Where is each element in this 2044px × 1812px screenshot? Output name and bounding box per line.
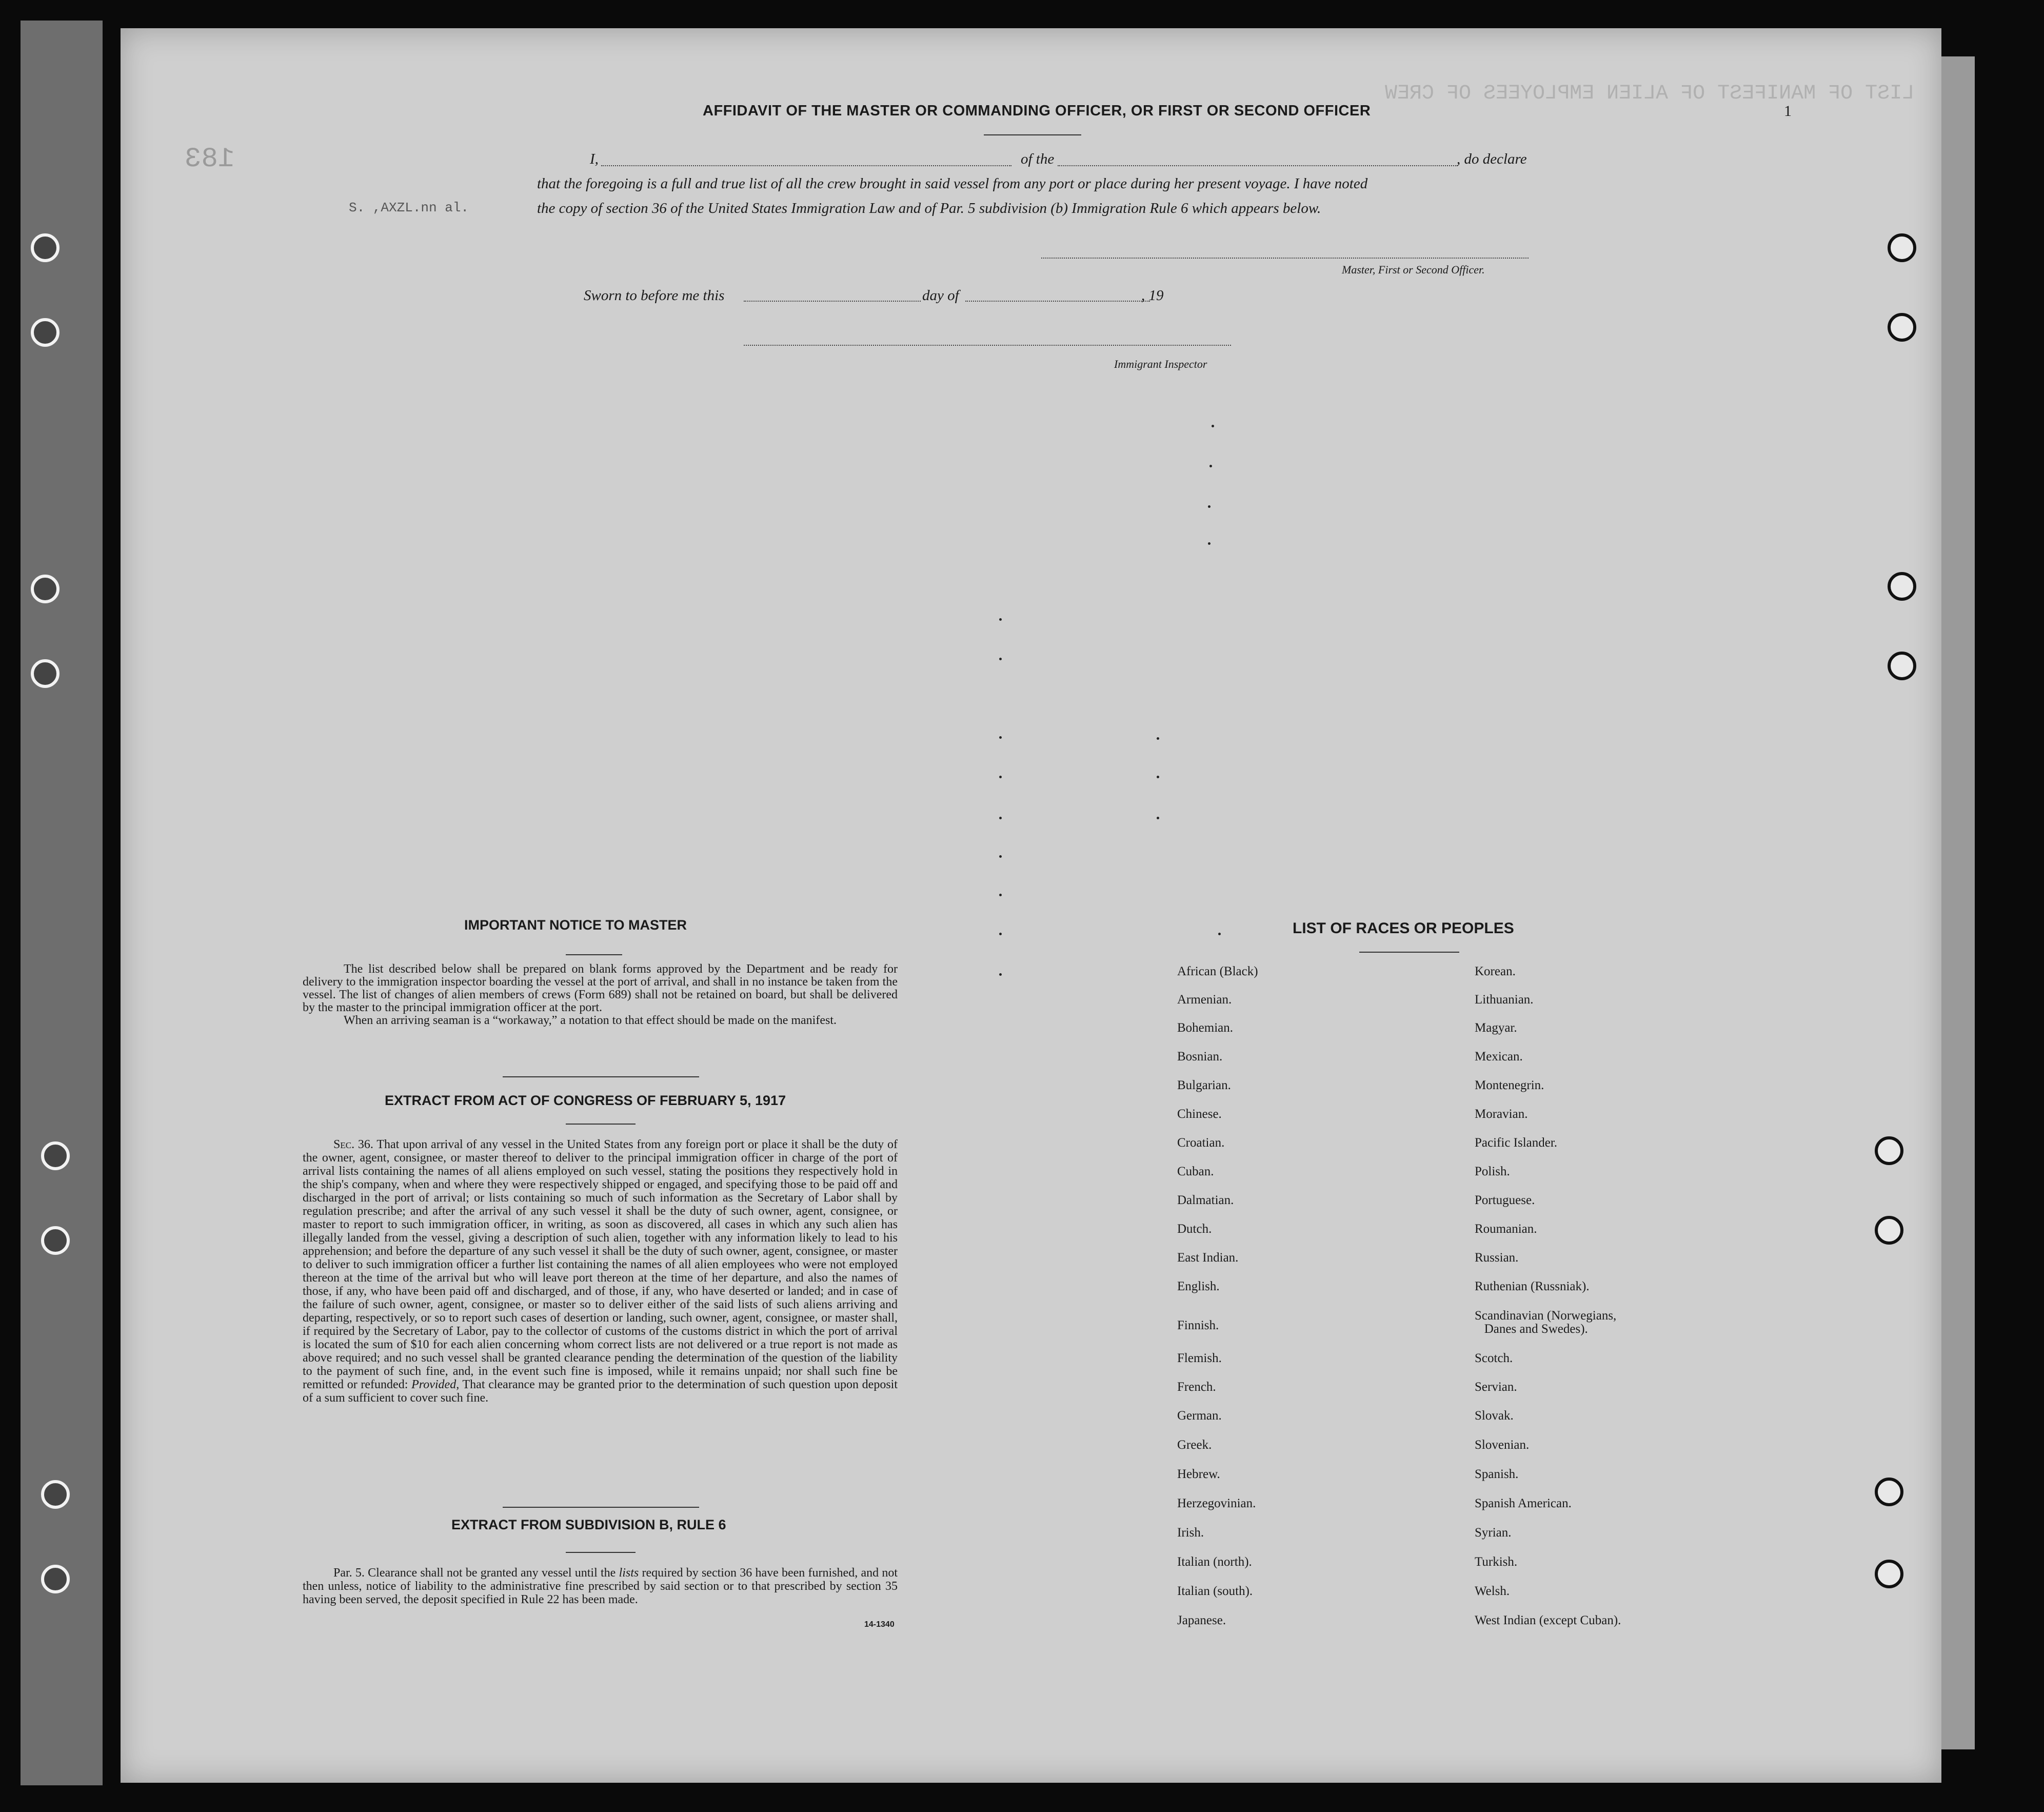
- race-item: Spanish.: [1475, 1467, 1519, 1481]
- bleed-through-text: S. ,AXZL.nn al.: [349, 200, 469, 215]
- race-item: Russian.: [1475, 1251, 1519, 1265]
- race-item: Bohemian.: [1177, 1021, 1234, 1035]
- race-item: German.: [1177, 1409, 1222, 1423]
- race-item: Cuban.: [1177, 1165, 1214, 1178]
- race-item: Spanish American.: [1475, 1496, 1572, 1510]
- extract-act-body: [303, 1138, 898, 1405]
- race-item: Japanese.: [1177, 1613, 1226, 1627]
- race-item: Irish.: [1177, 1526, 1204, 1540]
- stray-dot: [1157, 776, 1159, 778]
- section-divider: [503, 1507, 699, 1508]
- proviso-text: That clearance may be granted prior to the determination of such question upon deposit of a sum sufficient to cover such fine.: [303, 1378, 898, 1405]
- race-item: Scotch.: [1475, 1351, 1513, 1365]
- stray-dot: [999, 776, 1002, 778]
- race-item: Mexican.: [1475, 1050, 1523, 1063]
- races-title: LIST OF RACES OR PEOPLES: [1293, 920, 1514, 937]
- race-item: Bosnian.: [1177, 1050, 1223, 1063]
- notice-title: IMPORTANT NOTICE TO MASTER: [464, 917, 687, 933]
- race-item: Bulgarian.: [1177, 1078, 1231, 1092]
- stray-dot: [1218, 933, 1221, 935]
- stray-dot: [1208, 542, 1210, 545]
- bleed-through-number: 183: [185, 144, 235, 175]
- race-item: Dalmatian.: [1177, 1193, 1234, 1207]
- race-item: East Indian.: [1177, 1251, 1239, 1265]
- race-item: Polish.: [1475, 1165, 1510, 1178]
- title-underline: [984, 134, 1081, 135]
- race-item: Magyar.: [1475, 1021, 1517, 1035]
- stray-dot: [1208, 505, 1210, 508]
- race-item: Italian (south).: [1177, 1584, 1253, 1598]
- notice-paragraph-2: When an arriving seaman is a “workaway,” a notation to that effect should be made on the manifest.: [344, 1014, 837, 1027]
- race-item: West Indian (except Cuban).: [1475, 1613, 1621, 1627]
- stray-dot: [1212, 425, 1214, 427]
- section-36-text: That upon arrival of any vessel in the United States from any foreign port or place it shall be the duty of the owner, agent, consignee, or master thereof to deliver to the principal immigration officer in charge of the port of arrival lists containing the names of all aliens employed on such vessel, stating the positions they respectively hold in the ship's company, when and where they were respectively shipped or engaged, and specifying those to be paid off and discharged in the port of arrival; or lists containing so much of such information as the Secretary of Labor shall by regulation prescribe; and after the arrival of any such vessel it shall be the duty of such owner, agent, consignee, or master to report to such immigration officer, in writing, as soon as discovered, all cases in which any such alien has illegally landed from the vessel, giving a description of such alien, together with any information likely to lead to his apprehension; and before the departure of any such vessel it shall be the duty of such owner, agent, consignee, or master to deliver to such immigration officer a further list containing the names of all alien employees who were not employed thereon at the time of the arrival but who will leave port thereon at the time of her departure, and also the names of those, if any, who have been paid off and discharged, and of those, if any, who have deserted or landed; and in case of the failure of such owner, agent, consignee, or master so to deliver either of the said lists of such aliens arriving and departing, respectively, or so to report such cases of desertion or landing, such owner, agent, consignee, or master shall, if required by the Secretary of Labor, pay to the collector of customs of the customs district in which the port of arrival is located the sum of $10 for each alien concerning whom correct lists are not delivered or a true report is not made as above required; and no such vessel shall be granted clearance pending the determination of the question of the liability to the payment of such fine, and, in the event such fine is imposed, while it remains unpaid; nor shall such fine be remitted or refunded:: [303, 1138, 898, 1391]
- binder-hole: [1875, 1216, 1903, 1245]
- proviso-label: Provided,: [411, 1378, 460, 1391]
- race-item: Slovak.: [1475, 1409, 1514, 1423]
- binder-hole: [31, 233, 59, 262]
- race-item: Scandinavian (Norwegians, Danes and Swedes).: [1475, 1309, 1617, 1336]
- binder-hole: [1888, 572, 1916, 601]
- binder-strip: [21, 21, 103, 1785]
- race-item: Ruthenian (Russniak).: [1475, 1279, 1590, 1293]
- notice-underline: [566, 954, 622, 955]
- sworn-text-start: Sworn to before me this: [584, 287, 725, 304]
- notice-body: [303, 963, 898, 1027]
- extract-act-title: EXTRACT FROM ACT OF CONGRESS OF FEBRUARY 5, 1917: [385, 1093, 786, 1108]
- race-item: Roumanian.: [1475, 1222, 1537, 1236]
- race-item: Croatian.: [1177, 1136, 1225, 1150]
- race-item: French.: [1177, 1380, 1216, 1394]
- binder-hole: [31, 575, 59, 603]
- race-item: Moravian.: [1475, 1107, 1528, 1121]
- rule-text-italic: lists: [619, 1566, 639, 1580]
- binder-hole: [41, 1565, 70, 1593]
- inspector-signature-line[interactable]: [744, 345, 1231, 346]
- affidavit-line-3: the copy of section 36 of the United States Immigration Law and of Par. 5 subdivision (b) Immigration Rule 6 which appears below.: [537, 200, 1321, 216]
- rule-text-start: Par. 5. Clearance shall not be granted any vessel until the: [333, 1566, 616, 1580]
- race-item: Pacific Islander.: [1475, 1136, 1558, 1150]
- race-item: Welsh.: [1475, 1584, 1510, 1598]
- stray-dot: [1157, 737, 1159, 740]
- binder-hole: [41, 1480, 70, 1509]
- binder-hole: [1888, 233, 1916, 262]
- race-item: Flemish.: [1177, 1351, 1222, 1365]
- page-mark: 1: [1784, 103, 1792, 120]
- stray-dot: [999, 894, 1002, 896]
- race-item: Korean.: [1475, 964, 1516, 978]
- affidavit-line-1-mid: of the: [1021, 151, 1055, 167]
- vessel-blank[interactable]: [1058, 165, 1458, 166]
- section-label: Sec. 36.: [333, 1138, 373, 1151]
- race-item: Servian.: [1475, 1380, 1517, 1394]
- race-item: Slovenian.: [1475, 1438, 1530, 1452]
- affidavit-line-1-start: I,: [590, 151, 599, 167]
- stray-dot: [999, 855, 1002, 858]
- stray-dot: [999, 618, 1002, 621]
- binder-hole: [41, 1226, 70, 1255]
- stray-dot: [999, 973, 1002, 976]
- binder-hole: [1875, 1136, 1903, 1165]
- binder-hole: [31, 659, 59, 688]
- sworn-month-blank[interactable]: [965, 301, 1150, 302]
- race-item: Turkish.: [1475, 1555, 1518, 1569]
- sworn-day-blank[interactable]: [744, 301, 921, 302]
- race-item: Chinese.: [1177, 1107, 1222, 1121]
- binder-hole: [1875, 1478, 1903, 1506]
- race-item: African (Black): [1177, 964, 1258, 978]
- binder-hole: [1875, 1560, 1903, 1588]
- binder-hole: [1888, 313, 1916, 342]
- binder-hole: [41, 1141, 70, 1170]
- race-item: Hebrew.: [1177, 1467, 1220, 1481]
- stray-dot: [999, 736, 1002, 739]
- race-item: English.: [1177, 1279, 1220, 1293]
- race-item: Herzegovinian.: [1177, 1496, 1256, 1510]
- race-item: Greek.: [1177, 1438, 1212, 1452]
- inspector-caption: Immigrant Inspector: [1114, 358, 1207, 370]
- stray-dot: [999, 817, 1002, 819]
- extract-rule-underline: [566, 1552, 636, 1553]
- race-item: Italian (north).: [1177, 1555, 1252, 1569]
- stray-dot: [999, 658, 1002, 660]
- sworn-text-end: , 19: [1141, 287, 1164, 304]
- race-item: Armenian.: [1177, 993, 1232, 1007]
- form-number: 14-1340: [864, 1620, 895, 1629]
- document-page: [121, 28, 1941, 1783]
- stray-dot: [999, 933, 1002, 935]
- binder-hole: [31, 318, 59, 347]
- name-blank[interactable]: [601, 165, 1011, 166]
- race-item: Syrian.: [1475, 1526, 1512, 1540]
- master-signature-caption: Master, First or Second Officer.: [1342, 263, 1485, 276]
- section-divider: [503, 1076, 699, 1077]
- races-underline: [1359, 952, 1459, 953]
- bleed-through-heading: LIST OF MANIFEST OF ALIEN EMPLOYEES OF CREW: [1385, 82, 1915, 105]
- affidavit-line-2: that the foregoing is a full and true list of all the crew brought in said vessel from any port or place during her present voyage. I have noted: [537, 175, 1368, 192]
- extract-rule-body: [303, 1566, 898, 1606]
- race-item: Montenegrin.: [1475, 1078, 1544, 1092]
- sworn-text-mid: day of: [922, 287, 959, 304]
- stray-dot: [1209, 465, 1212, 467]
- race-item: Portuguese.: [1475, 1193, 1535, 1207]
- stray-dot: [1157, 817, 1159, 819]
- extract-act-underline: [566, 1124, 636, 1125]
- race-item: Lithuanian.: [1475, 993, 1534, 1007]
- affidavit-line-1-end: , do declare: [1457, 151, 1527, 167]
- master-signature-line[interactable]: [1041, 258, 1529, 259]
- race-item: Finnish.: [1177, 1318, 1219, 1332]
- binder-hole: [1888, 652, 1916, 680]
- rule-text-end: required by section 36 have been furnished, and not then unless, notice of liability to the administrative fine prescribed by said section or to that prescribed by section 35 having been served, the deposit specified in Rule 22 has been made.: [303, 1566, 898, 1606]
- affidavit-title: AFFIDAVIT OF THE MASTER OR COMMANDING OFFICER, OR FIRST OR SECOND OFFICER: [703, 103, 1371, 119]
- race-item: Dutch.: [1177, 1222, 1212, 1236]
- notice-paragraph-1: The list described below shall be prepared on blank forms approved by the Department and be ready for delivery to the immigration inspector boarding the vessel at the port of arrival, and shall in no instance be taken from the vessel. The list of changes of alien members of crews (Form 689) shall not be retained on board, but shall be delivered by the master to the principal immigration officer at the port.: [303, 962, 898, 1014]
- extract-rule-title: EXTRACT FROM SUBDIVISION B, RULE 6: [451, 1517, 726, 1532]
